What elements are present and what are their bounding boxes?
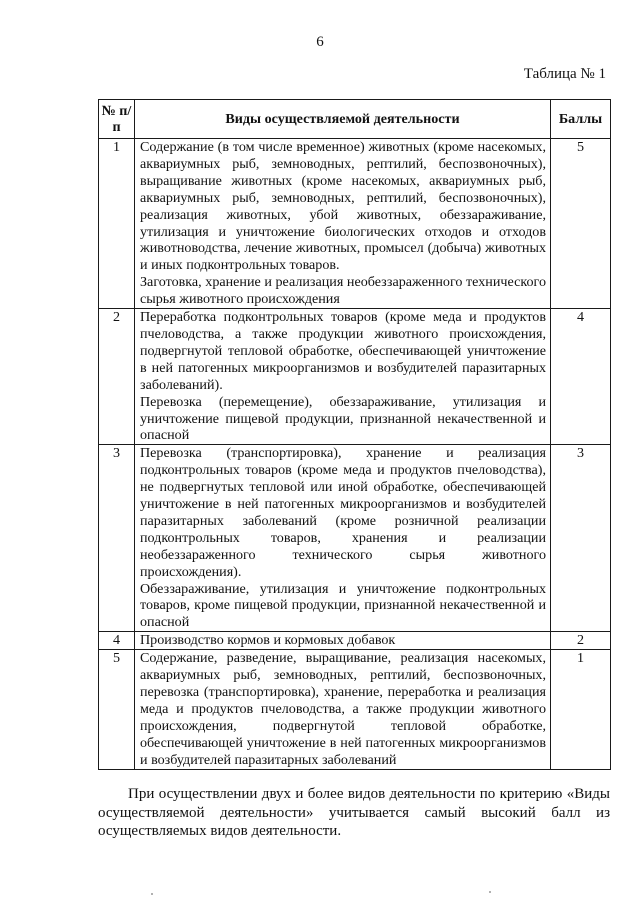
table-row: [99, 650, 611, 769]
header-number: № п/п: [99, 100, 135, 139]
footnote-paragraph: При осуществлении двух и более видов деятельности по критерию «Виды осуществляемой деятельности» учитывается самый высокий балл из осуществляемых видов деятельности.: [98, 786, 610, 839]
row-number: 4: [99, 632, 135, 650]
activity-cell: [135, 445, 551, 632]
table-row: [99, 309, 611, 445]
row-points: 5: [551, 139, 611, 309]
activity-cell: [135, 650, 551, 769]
activity-paragraph: Заготовка, хранение и реализация необеззараженного технического сырья животного происхождения: [140, 274, 546, 308]
scan-speck: [489, 891, 491, 893]
row-number: 2: [99, 309, 135, 445]
header-activity: Виды осуществляемой деятельности: [135, 100, 551, 139]
activity-paragraph: Производство кормов и кормовых добавок: [140, 632, 396, 649]
row-number: 5: [99, 650, 135, 769]
table-row: [99, 445, 611, 632]
table-row: [99, 139, 611, 309]
row-points: 1: [551, 650, 611, 769]
table-row: [99, 632, 611, 650]
row-points: 3: [551, 445, 611, 632]
activities-table: [98, 99, 611, 770]
activity-paragraph: Обеззараживание, утилизация и уничтожение подконтрольных товаров, кроме пищевой продукции, признанной некачественной и опасной: [140, 580, 546, 631]
table-header-row: [99, 100, 611, 139]
page-number: 6: [316, 34, 324, 50]
activity-paragraph: Перевозка (транспортировка), хранение и реализация подконтрольных товаров (кроме меда и продуктов пчеловодства), не подвергнутых тепловой или иной обработке, обеспечивающей уничтожение в ней патогенных микроорганизмов и возбудителей паразитарных заболеваний (кроме розничной реализации подконтрольных товаров, хранения и реализации необеззараженного технического сырья животного происхождения).: [140, 445, 546, 580]
row-number: 3: [99, 445, 135, 632]
activity-paragraph: Перевозка (перемещение), обеззараживание, утилизация и уничтожение пищевой продукции, признанной некачественной и опасной: [140, 393, 546, 444]
activity-paragraph: Содержание, разведение, выращивание, реализация насекомых, аквариумных рыб, земноводных, рептилий, беспозвоночных, перевозка (транспортировка), хранение, переработка и реализация меда и продуктов пчеловодства, а также продукции животного происхождения, подвергнутой тепловой обработке, обеспечивающей уничтожение в ней патогенных микроорганизмов и возбудителей паразитарных заболеваний: [140, 650, 546, 768]
header-points: Баллы: [551, 100, 611, 139]
activity-paragraph: Переработка подконтрольных товаров (кроме меда и продуктов пчеловодства, а также продукции животного происхождения, подвергнутой тепловой обработке, обеспечивающей уничтожение в ней патогенных микроорганизмов и возбудителей паразитарных заболеваний).: [140, 309, 546, 393]
row-points: 2: [551, 632, 611, 650]
activity-cell: [135, 632, 551, 650]
activity-cell: [135, 139, 551, 309]
row-points: 4: [551, 309, 611, 445]
activity-cell: [135, 309, 551, 445]
scan-speck: [151, 893, 153, 895]
activity-paragraph: Содержание (в том числе временное) животных (кроме насекомых, аквариумных рыб, земноводных, рептилий, беспозвоночных), выращивание животных (кроме насекомых, аквариумных рыб, аквариумных рыб, земноводных, рептилий, беспозвоночных), реализация животных, убой животных, обеззараживание, утилизация и уничтожение биологических отходов и отходов животноводства, лечение животных, промысел (добыча) животных и иных подконтрольных товаров.: [140, 139, 546, 274]
table-caption: Таблица № 1: [523, 66, 606, 82]
row-number: 1: [99, 139, 135, 309]
